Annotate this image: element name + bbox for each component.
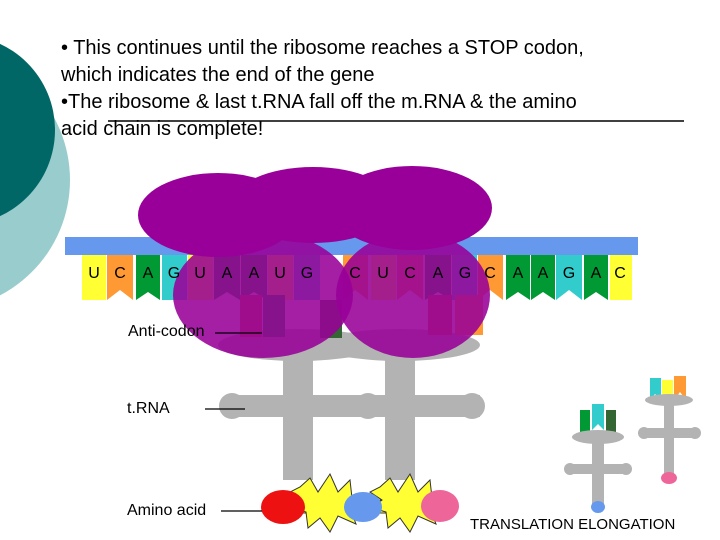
mrna-base-letter: C [484,265,496,282]
trna-label: t.RNA [127,400,170,417]
mrna-base-letter: G [300,265,314,282]
free-trna-far [638,376,701,484]
bullet-line-3: •The ribosome & last t.RNA fall off the m.RNA & the amino [61,91,577,113]
anticodon-label: Anti-codon [128,323,205,340]
mrna-base-letter: A [512,265,524,282]
bullet-line-4: acid chain is complete! [61,118,264,140]
amino-acid-red [261,490,305,524]
mrna-base-letter: C [404,265,416,282]
mrna-base-letter: U [194,265,206,282]
bullet-line-1: • This continues until the ribosome reaches a STOP codon, [61,37,584,59]
mrna-base-letter: G [458,265,472,282]
bullet-line-2: which indicates the end of the gene [61,64,375,86]
mrna-base-letter: A [248,265,260,282]
free-trna-small [564,404,632,513]
mrna-base-letter: G [562,265,576,282]
mrna-base-letter: C [349,265,361,282]
ribosome-small-subunit-right [336,232,490,358]
mrna-base-letter: A [142,265,154,282]
mrna-base-letter: A [432,265,444,282]
mrna-base-letter: A [221,265,233,282]
amino-acid-pink [421,490,459,522]
mrna-base-letter: U [274,265,286,282]
mrna-base-letter: A [537,265,549,282]
amino-acid-label: Amino acid [127,502,207,519]
amino-acid-chain [261,474,459,532]
mrna-base-letter: C [614,265,626,282]
mrna-backbone [65,237,638,255]
mrna-base-letter: A [590,265,602,282]
mrna-base-letter: U [377,265,389,282]
mrna-base-letter: U [88,265,100,282]
amino-acid-blue [344,492,382,522]
mrna-base-letter: G [167,265,181,282]
mrna-base-letter: C [114,265,126,282]
mrna-base-letters [88,265,626,282]
diagram-caption: TRANSLATION ELONGATION [470,516,676,533]
